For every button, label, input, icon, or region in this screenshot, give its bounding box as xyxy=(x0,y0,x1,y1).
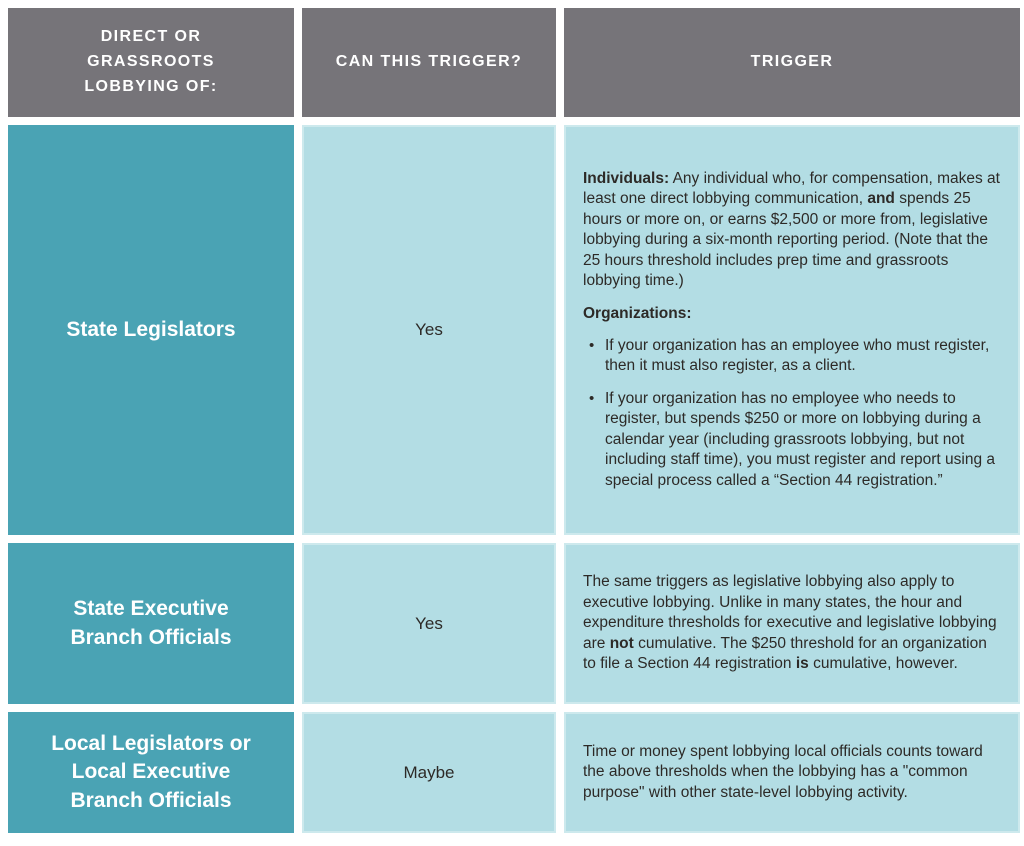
trigger-cell-state-legislators xyxy=(564,125,1020,535)
bullet-dot-icon: • xyxy=(589,337,595,354)
header-lobbying-of xyxy=(8,8,294,117)
trigger-paragraph: Organizations: xyxy=(583,304,692,322)
trigger-paragraph: The same triggers as legislative lobbying also apply to executive lobbying. Unlike in many states, the hour and expenditure thresholds for executive and legislative lobbying are not cumulative. The $250 threshold for an organization to file a Section 44 registration is cumulative, however. xyxy=(583,573,997,673)
bullet-dot-icon: • xyxy=(589,389,595,407)
answer-cell-local-officials xyxy=(302,712,556,833)
trigger-cell-local-officials xyxy=(564,712,1020,833)
answer-label: Maybe xyxy=(403,762,455,782)
header-trigger xyxy=(564,8,1020,117)
header-label: CAN THIS TRIGGER? xyxy=(335,53,523,71)
entity-cell-state-executive xyxy=(8,543,294,704)
answer-cell-state-legislators xyxy=(302,125,556,535)
answer-label: Yes xyxy=(415,613,443,633)
entity-cell-state-legislators xyxy=(8,125,294,535)
bullet-text: If your organization has no employee who needs to register, but spends $250 or more on lobbying during a calendar year (including grassroots lobbying, but not including staff time), you must register and report using a special process called a “Section 44 registration.” xyxy=(605,389,995,489)
header-label: TRIGGER xyxy=(750,53,834,71)
answer-label: Yes xyxy=(415,320,443,339)
trigger-paragraph: Time or money spent lobbying local officials counts toward the above thresholds when the lobbying has a "common purpose" with other state-level lobbying activity. xyxy=(583,742,983,801)
entity-label: State Executive Branch Officials xyxy=(70,597,232,649)
bullet-item xyxy=(583,389,1000,491)
header-can-this-trigger xyxy=(302,8,556,117)
answer-cell-state-executive xyxy=(302,543,556,704)
header-label: DIRECT OR GRASSROOTS LOBBYING OF: xyxy=(84,28,218,95)
entity-label: State Legislators xyxy=(66,317,236,341)
lobbying-trigger-table xyxy=(8,8,1020,833)
trigger-paragraph: Individuals: Any individual who, for compensation, makes at least one direct lobbying communication, and spends 25 hours or more on, or earns $2,500 or more from, legislative lobbying during a six-month reporting period. (Note that the 25 hours threshold includes prep time and grassroots lobbying time.) xyxy=(583,169,1000,290)
bullet-item xyxy=(583,336,1000,377)
trigger-cell-state-executive xyxy=(564,543,1020,704)
entity-cell-local-officials xyxy=(8,712,294,833)
entity-label: Local Legislators or Local Executive Branch Officials xyxy=(51,731,251,812)
bullet-text: If your organization has an employee who must register, then it must also register, as a client. xyxy=(605,337,990,375)
